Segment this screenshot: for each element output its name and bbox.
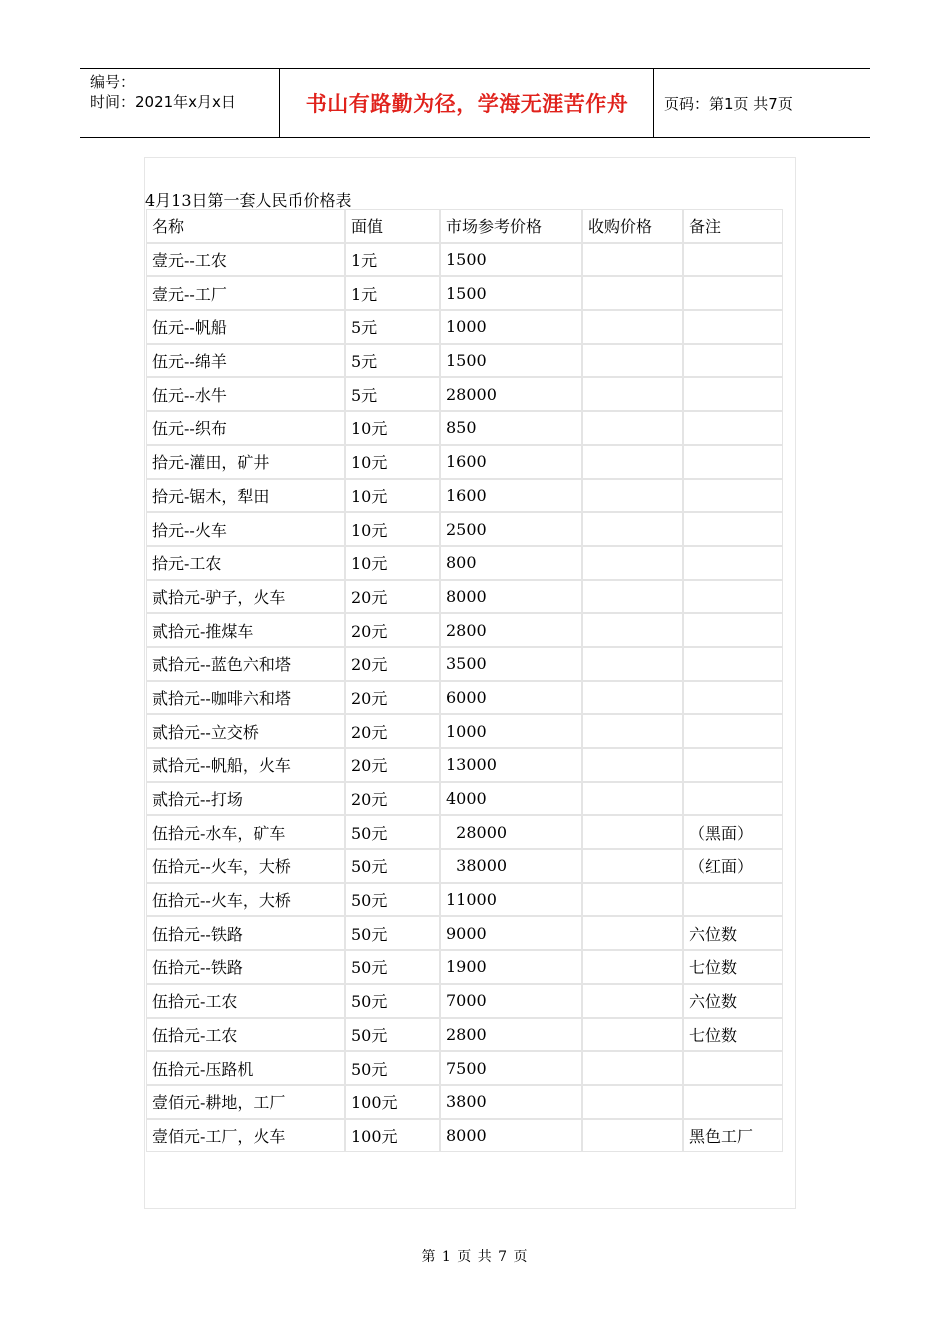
cell-face-value: 50元	[345, 849, 440, 883]
table-row	[146, 344, 783, 378]
table-row	[146, 310, 783, 344]
table-row	[146, 647, 783, 681]
cell-notes	[683, 748, 783, 782]
table-row	[146, 714, 783, 748]
cell-market-price: 2800	[440, 1018, 582, 1052]
cell-notes	[683, 613, 783, 647]
cell-face-value: 50元	[345, 950, 440, 984]
cell-notes	[683, 714, 783, 748]
time-label: 时间：2021年x月x日	[90, 93, 236, 111]
table-title: 4月13日第一套人民币价格表	[145, 191, 352, 210]
page-header	[80, 68, 870, 138]
cell-purchase-price	[582, 512, 683, 546]
cell-name: 伍拾元-工农	[146, 1018, 345, 1052]
cell-market-price: 1900	[440, 950, 582, 984]
cell-purchase-price	[582, 815, 683, 849]
cell-notes: 七位数	[683, 1018, 783, 1052]
cell-purchase-price	[582, 1051, 683, 1085]
cell-notes: 六位数	[683, 984, 783, 1018]
page-info-text: 页码：第1页 共7页	[664, 94, 793, 113]
cell-purchase-price	[582, 1018, 683, 1052]
cell-name: 拾元-工农	[146, 546, 345, 580]
cell-market-price: 4000	[440, 782, 582, 816]
cell-name: 伍元--织布	[146, 411, 345, 445]
cell-purchase-price	[582, 276, 683, 310]
cell-name: 壹元--工厂	[146, 276, 345, 310]
cell-notes	[683, 243, 783, 277]
cell-notes	[683, 580, 783, 614]
cell-purchase-price	[582, 344, 683, 378]
table-header-row	[146, 209, 783, 243]
cell-face-value: 10元	[345, 411, 440, 445]
page-footer	[0, 1246, 950, 1266]
cell-purchase-price	[582, 580, 683, 614]
cell-notes	[683, 1051, 783, 1085]
cell-market-price: 1500	[440, 276, 582, 310]
cell-purchase-price	[582, 377, 683, 411]
cell-purchase-price	[582, 479, 683, 513]
column-header-face-value: 面值	[345, 209, 440, 243]
cell-face-value: 1元	[345, 243, 440, 277]
cell-name: 贰拾元--蓝色六和塔	[146, 647, 345, 681]
cell-face-value: 50元	[345, 883, 440, 917]
cell-notes	[683, 344, 783, 378]
cell-name: 壹佰元-耕地，工厂	[146, 1085, 345, 1119]
column-header-name: 名称	[146, 209, 345, 243]
cell-name: 贰拾元--立交桥	[146, 714, 345, 748]
table-row	[146, 243, 783, 277]
table-row	[146, 445, 783, 479]
cell-face-value: 5元	[345, 344, 440, 378]
cell-face-value: 100元	[345, 1119, 440, 1153]
cell-face-value: 50元	[345, 1018, 440, 1052]
cell-notes	[683, 647, 783, 681]
cell-purchase-price	[582, 681, 683, 715]
cell-face-value: 50元	[345, 1051, 440, 1085]
cell-notes: （红面）	[683, 849, 783, 883]
cell-face-value: 20元	[345, 714, 440, 748]
cell-market-price: 28000	[440, 377, 582, 411]
table-row	[146, 411, 783, 445]
cell-market-price: 38000	[440, 849, 582, 883]
cell-market-price: 1000	[440, 310, 582, 344]
table-row	[146, 681, 783, 715]
cell-name: 伍拾元-压路机	[146, 1051, 345, 1085]
cell-face-value: 5元	[345, 310, 440, 344]
cell-face-value: 20元	[345, 580, 440, 614]
cell-market-price: 9000	[440, 916, 582, 950]
cell-name: 伍拾元--铁路	[146, 950, 345, 984]
cell-notes: 七位数	[683, 950, 783, 984]
cell-market-price: 1500	[440, 344, 582, 378]
cell-purchase-price	[582, 916, 683, 950]
cell-notes: 黑色工厂	[683, 1119, 783, 1153]
table-row	[146, 377, 783, 411]
cell-market-price: 1600	[440, 445, 582, 479]
cell-face-value: 50元	[345, 916, 440, 950]
cell-purchase-price	[582, 445, 683, 479]
header-motto	[281, 69, 654, 137]
cell-name: 伍拾元--火车，大桥	[146, 849, 345, 883]
cell-name: 拾元-灌田，矿井	[146, 445, 345, 479]
table-row	[146, 815, 783, 849]
cell-notes	[683, 310, 783, 344]
table-row	[146, 1018, 783, 1052]
cell-market-price: 1000	[440, 714, 582, 748]
table-row	[146, 984, 783, 1018]
cell-face-value: 20元	[345, 647, 440, 681]
cell-market-price: 3500	[440, 647, 582, 681]
cell-notes	[683, 883, 783, 917]
cell-name: 贰拾元-驴子，火车	[146, 580, 345, 614]
table-row	[146, 782, 783, 816]
cell-notes	[683, 512, 783, 546]
cell-notes: 六位数	[683, 916, 783, 950]
cell-market-price: 7500	[440, 1051, 582, 1085]
cell-name: 伍元--帆船	[146, 310, 345, 344]
cell-face-value: 20元	[345, 748, 440, 782]
cell-name: 伍拾元--铁路	[146, 916, 345, 950]
cell-name: 伍拾元--火车，大桥	[146, 883, 345, 917]
cell-notes	[683, 681, 783, 715]
motto-text: 书山有路勤为径，学海无涯苦作舟	[305, 92, 629, 116]
cell-notes	[683, 377, 783, 411]
cell-purchase-price	[582, 411, 683, 445]
header-page-info	[654, 69, 870, 137]
cell-purchase-price	[582, 714, 683, 748]
cell-purchase-price	[582, 883, 683, 917]
cell-purchase-price	[582, 310, 683, 344]
cell-notes	[683, 782, 783, 816]
table-row	[146, 1051, 783, 1085]
cell-face-value: 20元	[345, 681, 440, 715]
cell-market-price: 6000	[440, 681, 582, 715]
cell-face-value: 5元	[345, 377, 440, 411]
cell-name: 伍拾元-工农	[146, 984, 345, 1018]
cell-notes	[683, 1085, 783, 1119]
price-table	[146, 209, 783, 1152]
cell-notes	[683, 411, 783, 445]
cell-name: 贰拾元-推煤车	[146, 613, 345, 647]
table-row	[146, 849, 783, 883]
cell-face-value: 10元	[345, 445, 440, 479]
cell-purchase-price	[582, 1085, 683, 1119]
cell-notes: （黑面）	[683, 815, 783, 849]
cell-purchase-price	[582, 546, 683, 580]
cell-purchase-price	[582, 748, 683, 782]
column-header-purchase-price: 收购价格	[582, 209, 683, 243]
table-row	[146, 580, 783, 614]
cell-name: 壹元--工农	[146, 243, 345, 277]
cell-face-value: 100元	[345, 1085, 440, 1119]
cell-notes	[683, 479, 783, 513]
cell-purchase-price	[582, 243, 683, 277]
cell-market-price: 7000	[440, 984, 582, 1018]
cell-market-price: 8000	[440, 1119, 582, 1153]
cell-purchase-price	[582, 782, 683, 816]
cell-face-value: 50元	[345, 984, 440, 1018]
table-row	[146, 512, 783, 546]
cell-name: 贰拾元--咖啡六和塔	[146, 681, 345, 715]
cell-face-value: 10元	[345, 512, 440, 546]
cell-market-price: 11000	[440, 883, 582, 917]
table-row	[146, 950, 783, 984]
cell-face-value: 10元	[345, 546, 440, 580]
table-row	[146, 1119, 783, 1153]
cell-market-price: 800	[440, 546, 582, 580]
cell-purchase-price	[582, 613, 683, 647]
cell-name: 伍元--水牛	[146, 377, 345, 411]
cell-face-value: 50元	[345, 815, 440, 849]
cell-name: 拾元-锯木，犁田	[146, 479, 345, 513]
number-label: 编号：	[90, 73, 136, 91]
cell-face-value: 1元	[345, 276, 440, 310]
cell-name: 拾元--火车	[146, 512, 345, 546]
table-row	[146, 276, 783, 310]
cell-market-price: 2800	[440, 613, 582, 647]
table-row	[146, 883, 783, 917]
cell-notes	[683, 276, 783, 310]
cell-market-price: 3800	[440, 1085, 582, 1119]
cell-name: 贰拾元--帆船，火车	[146, 748, 345, 782]
table-row	[146, 748, 783, 782]
cell-notes	[683, 546, 783, 580]
cell-notes	[683, 445, 783, 479]
cell-market-price: 850	[440, 411, 582, 445]
table-row	[146, 613, 783, 647]
cell-market-price: 1500	[440, 243, 582, 277]
cell-market-price: 28000	[440, 815, 582, 849]
table-row	[146, 1085, 783, 1119]
cell-purchase-price	[582, 950, 683, 984]
cell-market-price: 13000	[440, 748, 582, 782]
column-header-notes: 备注	[683, 209, 783, 243]
cell-face-value: 20元	[345, 613, 440, 647]
cell-name: 贰拾元--打场	[146, 782, 345, 816]
cell-market-price: 2500	[440, 512, 582, 546]
table-row	[146, 546, 783, 580]
cell-face-value: 10元	[345, 479, 440, 513]
table-row	[146, 916, 783, 950]
cell-purchase-price	[582, 1119, 683, 1153]
cell-purchase-price	[582, 647, 683, 681]
table-row	[146, 479, 783, 513]
cell-face-value: 20元	[345, 782, 440, 816]
header-meta	[80, 69, 280, 137]
column-header-market-price: 市场参考价格	[440, 209, 582, 243]
cell-market-price: 1600	[440, 479, 582, 513]
cell-name: 伍元--绵羊	[146, 344, 345, 378]
cell-name: 壹佰元-工厂，火车	[146, 1119, 345, 1153]
footer-page-number: 第 1 页 共 7 页	[421, 1249, 529, 1265]
cell-market-price: 8000	[440, 580, 582, 614]
cell-name: 伍拾元-水车，矿车	[146, 815, 345, 849]
cell-purchase-price	[582, 849, 683, 883]
cell-purchase-price	[582, 984, 683, 1018]
